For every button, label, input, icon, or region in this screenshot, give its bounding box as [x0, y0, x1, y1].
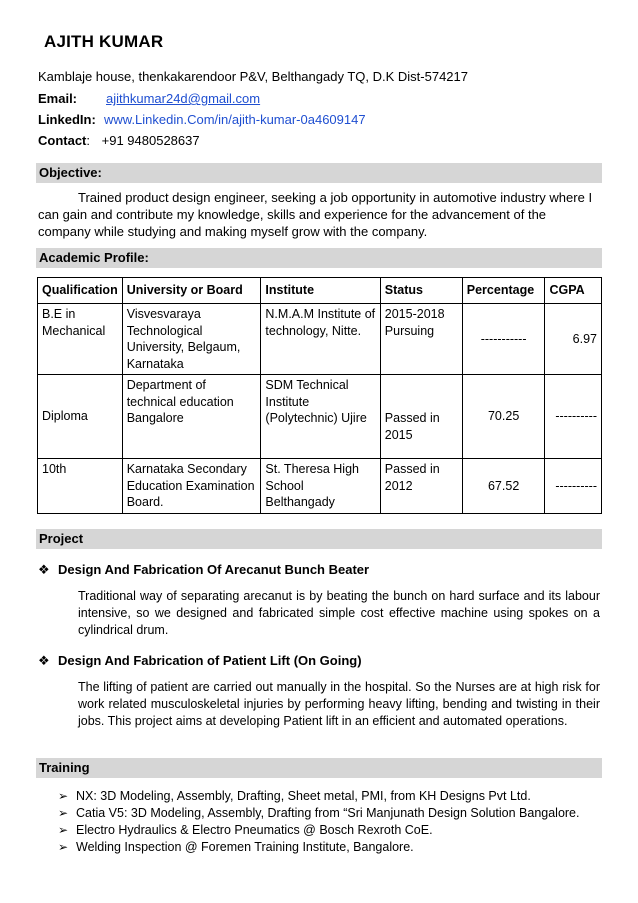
- cell-percentage: 70.25: [462, 375, 545, 459]
- col-cgpa: CGPA: [545, 278, 602, 304]
- cell-qualification: B.E in Mechanical: [38, 304, 123, 375]
- training-item-text: NX: 3D Modeling, Assembly, Drafting, Sheet metal, PMI, from KH Designs Pvt Ltd.: [76, 789, 531, 803]
- linkedin-line: [38, 112, 366, 127]
- project-1-description: Traditional way of separating arecanut is by beating the bunch on hard surface and its labour intensive, so we designed and fabricated simple cost effective machine using spokes on a cylindrical drum.: [78, 589, 600, 637]
- list-item: [58, 788, 580, 805]
- linkedin-link[interactable]: www.Linkedin.Com/in/ajith-kumar-0a4609147: [104, 112, 366, 127]
- arrow-bullet-icon: ➢: [58, 789, 69, 803]
- cell-board: Visvesvaraya Technological University, Belgaum, Karnataka: [122, 304, 261, 375]
- cell-board: Karnataka Secondary Education Examination Board.: [122, 459, 261, 514]
- project-2-title-line: [38, 653, 362, 669]
- list-item: [58, 839, 580, 856]
- project-2-title: Design And Fabrication of Patient Lift (On Going): [58, 653, 362, 668]
- training-list: [58, 788, 580, 856]
- email-label: Email:: [38, 91, 78, 106]
- address-line: Kamblaje house, thenkakarendoor P&V, Belthangady TQ, D.K Dist-574217: [38, 69, 468, 84]
- cell-cgpa: ----------: [545, 375, 602, 459]
- cell-cgpa: ----------: [545, 459, 602, 514]
- contact-line: [38, 133, 200, 148]
- col-qualification: Qualification: [38, 278, 123, 304]
- diamond-bullet-icon: ❖: [38, 562, 50, 577]
- email-link[interactable]: ajithkumar24d@gmail.com: [106, 91, 261, 106]
- contact-number: +91 9480528637: [101, 133, 200, 148]
- arrow-bullet-icon: ➢: [58, 840, 69, 854]
- contact-label: Contact: [38, 133, 87, 148]
- table-row: [38, 459, 602, 514]
- training-item-text: Catia V5: 3D Modeling, Assembly, Drafting from “Sri Manjunath Design Solution Bangalore.: [76, 806, 580, 820]
- cell-qualification: 10th: [38, 459, 123, 514]
- table-row: [38, 375, 602, 459]
- col-percentage: Percentage: [462, 278, 545, 304]
- table-row: [38, 304, 602, 375]
- arrow-bullet-icon: ➢: [58, 823, 69, 837]
- cell-board: Department of technical education Bangalore: [122, 375, 261, 459]
- objective-text: Trained product design engineer, seeking a job opportunity in automotive industry where I can gain and contribute my knowledge, skills and experience for the advancement of the company while studying and making myself grow with the company.: [38, 190, 593, 239]
- cell-status: Passed in 2015: [380, 375, 462, 459]
- contact-separator: :: [86, 133, 91, 148]
- training-item-text: Welding Inspection @ Foremen Training Institute, Bangalore.: [76, 840, 414, 854]
- cell-cgpa: 6.97: [545, 304, 602, 375]
- cell-percentage: 67.52: [462, 459, 545, 514]
- cell-status: 2015-2018 Pursuing: [380, 304, 462, 375]
- cell-institute: N.M.A.M Institute of technology, Nitte.: [261, 304, 380, 375]
- project-heading: Project: [36, 529, 602, 549]
- project-1-title-line: [38, 562, 369, 578]
- training-item-text: Electro Hydraulics & Electro Pneumatics @ Bosch Rexroth CoE.: [76, 823, 433, 837]
- list-item: [58, 805, 580, 822]
- cell-status: Passed in 2012: [380, 459, 462, 514]
- arrow-bullet-icon: ➢: [58, 806, 69, 820]
- cell-institute: St. Theresa High School Belthangady: [261, 459, 380, 514]
- col-status: Status: [380, 278, 462, 304]
- cell-institute: SDM Technical Institute (Polytechnic) Ujire: [261, 375, 380, 459]
- cell-percentage: -----------: [462, 304, 545, 375]
- academic-header-row: [38, 278, 602, 304]
- objective-heading: Objective:: [36, 163, 602, 183]
- project-2-description: The lifting of patient are carried out manually in the hospital. So the Nurses are at high risk for work related musculoskeletal injuries by performing heavy lifting, bending and twisting in their jobs. This project aims at developing Patient lift in an efficient and automated operations.: [78, 680, 600, 728]
- academic-heading: Academic Profile:: [36, 248, 602, 268]
- candidate-name: AJITH KUMAR: [44, 32, 164, 51]
- training-heading: Training: [36, 758, 602, 778]
- col-board: University or Board: [122, 278, 261, 304]
- academic-table: [37, 277, 602, 514]
- diamond-bullet-icon: ❖: [38, 653, 50, 668]
- cell-qualification: Diploma: [38, 375, 123, 459]
- list-item: [58, 822, 580, 839]
- email-line: [38, 91, 260, 106]
- linkedin-label: LinkedIn:: [38, 112, 96, 127]
- col-institute: Institute: [261, 278, 380, 304]
- project-1-title: Design And Fabrication Of Arecanut Bunch Beater: [58, 562, 370, 577]
